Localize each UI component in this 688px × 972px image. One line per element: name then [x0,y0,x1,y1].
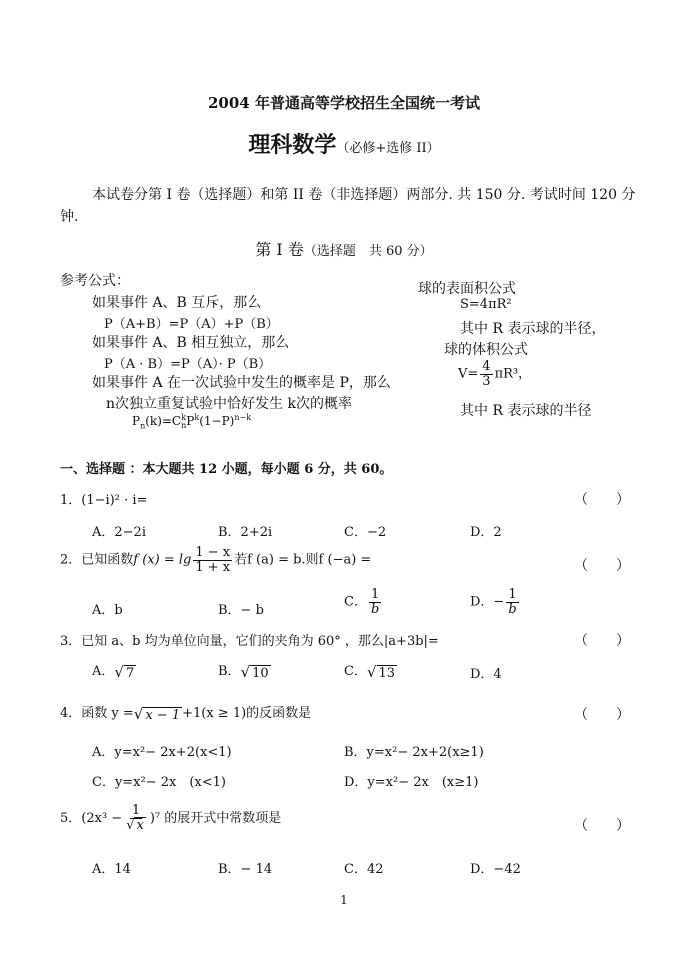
question-5-option-d: D．−42 [470,862,521,877]
binom-mid: (k)=C [145,414,182,428]
formulas-heading: 参考公式： [60,273,130,289]
q2-frac-num: 1 − x [195,545,231,560]
q5-fraction [124,804,148,833]
binom-sup-tail: n−k [234,413,252,422]
volume-lhs: V= [458,366,479,382]
question-2-option-b: B．− b [218,603,264,618]
volume-note: （选择题 共 60 分） [303,244,433,259]
formula-right-1: 球的表面积公式 [418,281,516,297]
binom-sup-k: k [181,412,186,422]
formula-right-4: 球的体积公式 [444,342,528,358]
q5-prefix: 5．(2x³ − [60,810,123,826]
q2-function: f (x) = lg [133,552,192,568]
q2-frac-den: 1 + x [195,559,231,575]
question-2-option-c [344,588,383,616]
q3-b-radicand: 10 [252,665,269,681]
binom-tail: (1−P) [199,414,235,428]
q2-d-fraction [506,588,518,616]
q3-b-label: B． [218,664,241,679]
formula-right-3: 其中 R 表示球的半径， [460,321,606,337]
q5-frac-num: 1 [131,803,141,818]
q3-c-radicand: 13 [378,665,396,681]
question-2-option-d [470,588,521,616]
question-1-stem: 1．(1−i)² · i= [60,493,148,508]
subject-title: 理科数学 [248,132,337,158]
question-4-stem [60,702,311,723]
formula-left-6: n次独立重复试验中恰好发生 k次的概率 [106,396,352,412]
q2-prefix: 2．已知函数 [60,552,134,568]
volume-heading [0,237,688,260]
question-4-option-a: A．y=x²− 2x+2(x<1) [92,745,232,760]
question-5-option-a: A．14 [92,862,131,877]
formula-left-2: P（A+B）=P（A）+P（B） [104,317,279,332]
binom-sub-n2: n [181,420,187,430]
exam-title: 2004 年普通高等学校招生全国统一考试 [208,94,480,112]
question-1-answer-paren: （ ） [574,492,630,508]
question-5-option-b: B．− 14 [218,862,273,877]
q5-frac-den [124,819,148,833]
q3-c-radical: √ 13 [366,662,396,681]
question-5-answer-paren: （ ） [574,818,630,834]
q3-a-label: A． [92,664,115,679]
formula-left-1: 如果事件 A、B 互斥，那么 [92,295,262,311]
q3-a-radical: √ 7 [114,662,135,681]
q3-a-radicand: 7 [125,665,135,681]
question-3-answer-paren: （ ） [574,633,630,649]
question-2-option-a: A．b [92,603,123,618]
question-3-option-c [344,660,397,681]
binom-lhs: P [132,414,141,428]
q4-prefix: 4．函数 y = [60,706,134,721]
question-3-option-a [92,660,136,681]
volume-fraction [480,360,492,388]
binomial-formula [132,413,251,430]
q4-radical: √ x − 1 [133,704,181,723]
page-number: 1 [340,893,348,907]
question-2-stem [60,546,371,574]
q2-fraction [193,546,232,574]
binom-p: P [186,414,195,428]
subject-note: （必修+选修 II） [336,141,440,156]
q2-d-label: D．− [470,594,505,610]
q2-d-num: 1 [508,587,517,602]
q2-c-den: b [370,601,380,617]
formula-right-5: 其中 R 表示球的半径 [460,403,592,419]
question-3-option-b [218,660,271,681]
question-1-option-b: B．2+2i [218,525,273,540]
question-1-option-c: C．−2 [344,525,387,540]
sphere-volume-formula [458,360,531,388]
q2-d-den: b [508,601,517,617]
q2-c-fraction [369,588,381,616]
question-5-option-c: C．42 [344,862,384,877]
q2-c-label: C． [344,594,367,610]
question-1-option-a: A．2−2i [92,525,146,540]
subject-line [0,128,688,159]
q4-suffix: +1(x ≥ 1)的反函数是 [182,706,312,721]
q2-c-num: 1 [370,587,380,602]
question-4-option-d: D．y=x²− 2x (x≥1) [344,775,479,790]
volume-frac-den: 3 [482,373,491,389]
q5-den-radical: √ x [126,817,144,833]
binom-sub-n: n [140,421,146,431]
question-4-option-c: C．y=x²− 2x (x<1) [92,775,226,790]
intro-line-1: 本试卷分第 I 卷（选择题）和第 II 卷（非选择题）两部分. 共 150 分. 考试时间 120 分 [92,187,636,203]
volume-title: 第 Ⅰ 卷 [255,240,304,259]
q4-radicand: x − 1 [145,707,181,723]
question-1-option-d: D．2 [470,525,502,540]
binom-sup-k2: k [194,413,200,422]
question-3-stem: 3．已知 a、b 均为单位向量，它们的夹角为 60° ，那么|a+3b|= [60,634,439,649]
question-4-option-b: B．y=x²− 2x+2(x≥1) [344,745,484,760]
question-3-option-d: D．4 [470,667,502,682]
formula-left-5: 如果事件 A 在一次试验中发生的概率是 P，那么 [92,375,391,391]
volume-frac-num: 4 [482,359,491,374]
intro-line-2: 钟. [60,209,79,225]
question-5-stem [60,804,281,833]
q5-suffix: )⁷ 的展开式中常数项是 [149,810,282,826]
section-title: 一、选择题 ：本大题共 12 小题，每小题 6 分，共 60。 [60,462,393,477]
formula-left-4: P（A · B）=P（A）· P（B） [104,357,272,372]
formula-left-3: 如果事件 A、B 相互独立，那么 [92,335,290,351]
q3-c-label: C． [344,664,367,679]
question-4-answer-paren: （ ） [574,707,630,723]
q3-b-radical: √ 10 [240,662,269,681]
question-2-answer-paren: （ ） [574,558,630,574]
formula-right-2: S=4πR² [460,297,512,312]
q5-den-radicand: x [136,817,144,833]
volume-rhs: πR³， [494,366,532,382]
q2-suffix: 若f (a) = b.则f (−a) = [234,552,372,568]
